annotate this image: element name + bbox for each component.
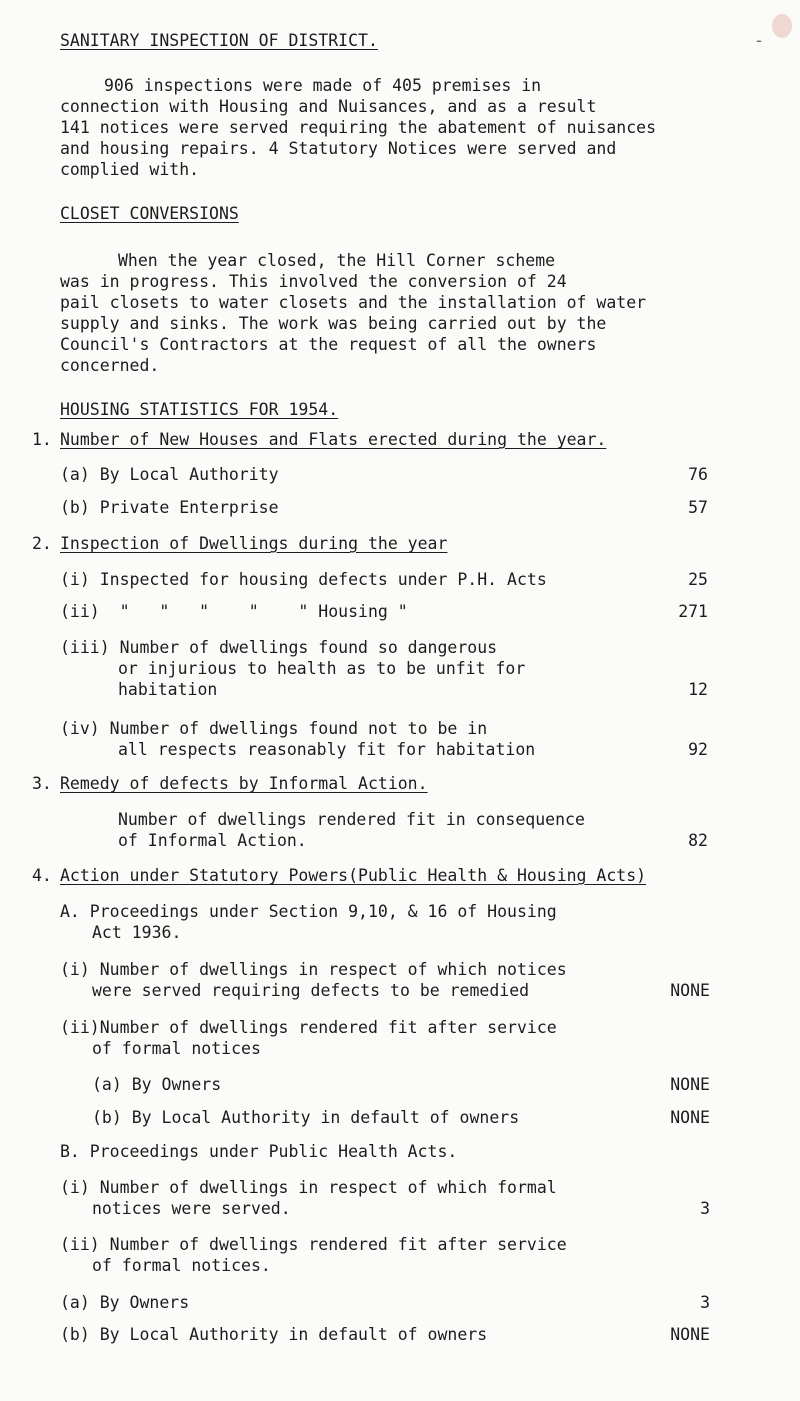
- closet-line: Council's Contractors at the request of all the owners: [60, 335, 597, 354]
- section-number: 2.: [32, 534, 52, 553]
- row-label: of formal notices.: [92, 1256, 271, 1275]
- page-title: SANITARY INSPECTION OF DISTRICT.: [60, 31, 378, 50]
- row-label: (a) By Owners: [60, 1293, 190, 1312]
- stain-mark-icon: [764, 12, 794, 40]
- closet-line: When the year closed, the Hill Corner scheme: [118, 251, 556, 270]
- row-value: 3: [700, 1293, 710, 1312]
- row-value: 92: [688, 740, 708, 759]
- closet-line: was in progress. This involved the conversion of 24: [60, 272, 567, 291]
- section-number: 1.: [32, 430, 52, 449]
- row-label: habitation: [118, 680, 218, 699]
- corner-mark-text: -: [754, 31, 774, 50]
- section-title: Number of New Houses and Flats erected during the year.: [60, 430, 607, 449]
- row-value: 82: [688, 831, 708, 850]
- section-number: 3.: [32, 774, 52, 793]
- row-value: NONE: [670, 1325, 710, 1344]
- row-label: (b) By Local Authority in default of owners: [60, 1325, 488, 1344]
- row-label: (b) By Local Authority in default of owners: [92, 1108, 520, 1127]
- row-label: (a) By Owners: [92, 1075, 222, 1094]
- row-label: (iii) Number of dwellings found so dangerous: [60, 638, 498, 657]
- row-value: NONE: [670, 1075, 710, 1094]
- row-label: notices were served.: [92, 1199, 291, 1218]
- closet-line: pail closets to water closets and the installation of water: [60, 293, 647, 312]
- row-label: A. Proceedings under Section 9,10, & 16 of Housing: [60, 902, 557, 921]
- row-label: of Informal Action.: [118, 831, 307, 850]
- row-label: B. Proceedings under Public Health Acts.: [60, 1142, 458, 1161]
- row-value: 57: [688, 498, 708, 517]
- intro-line: connection with Housing and Nuisances, and as a result: [60, 97, 597, 116]
- row-label: (i) Number of dwellings in respect of which notices: [60, 960, 567, 979]
- row-label: of formal notices: [92, 1039, 261, 1058]
- row-label: Act 1936.: [92, 923, 182, 942]
- closet-heading: CLOSET CONVERSIONS: [60, 204, 239, 223]
- intro-line: 906 inspections were made of 405 premises in: [104, 76, 542, 95]
- intro-line: 141 notices were served requiring the abatement of nuisances: [60, 118, 657, 137]
- row-label: were served requiring defects to be remedied: [92, 981, 530, 1000]
- row-label: (a) By Local Authority: [60, 465, 279, 484]
- row-label: (b) Private Enterprise: [60, 498, 279, 517]
- row-label: (ii)Number of dwellings rendered fit after service: [60, 1018, 557, 1037]
- row-value: 271: [678, 602, 708, 621]
- row-value: 76: [688, 465, 708, 484]
- intro-line: complied with.: [60, 160, 200, 179]
- row-label: (ii) " " " " " Housing ": [60, 602, 408, 621]
- row-value: NONE: [670, 981, 710, 1000]
- row-label: all respects reasonably fit for habitation: [118, 740, 536, 759]
- section-title: Inspection of Dwellings during the year: [60, 534, 448, 553]
- row-label: Number of dwellings rendered fit in consequence: [118, 810, 585, 829]
- row-label: (i) Inspected for housing defects under P.H. Acts: [60, 570, 547, 589]
- housing-heading: HOUSING STATISTICS FOR 1954.: [60, 400, 339, 419]
- closet-line: supply and sinks. The work was being carried out by the: [60, 314, 607, 333]
- section-title: Remedy of defects by Informal Action.: [60, 774, 428, 793]
- row-label: (i) Number of dwellings in respect of which formal: [60, 1178, 557, 1197]
- intro-line: and housing repairs. 4 Statutory Notices were served and: [60, 139, 617, 158]
- row-value: NONE: [670, 1108, 710, 1127]
- row-label: (ii) Number of dwellings rendered fit after service: [60, 1235, 567, 1254]
- closet-line: concerned.: [60, 356, 160, 375]
- section-title: Action under Statutory Powers(Public Health & Housing Acts): [60, 866, 647, 885]
- row-value: 3: [700, 1199, 710, 1218]
- section-number: 4.: [32, 866, 52, 885]
- row-value: 12: [688, 680, 708, 699]
- row-label: or injurious to health as to be unfit for: [118, 659, 526, 678]
- row-value: 25: [688, 570, 708, 589]
- row-label: (iv) Number of dwellings found not to be in: [60, 719, 488, 738]
